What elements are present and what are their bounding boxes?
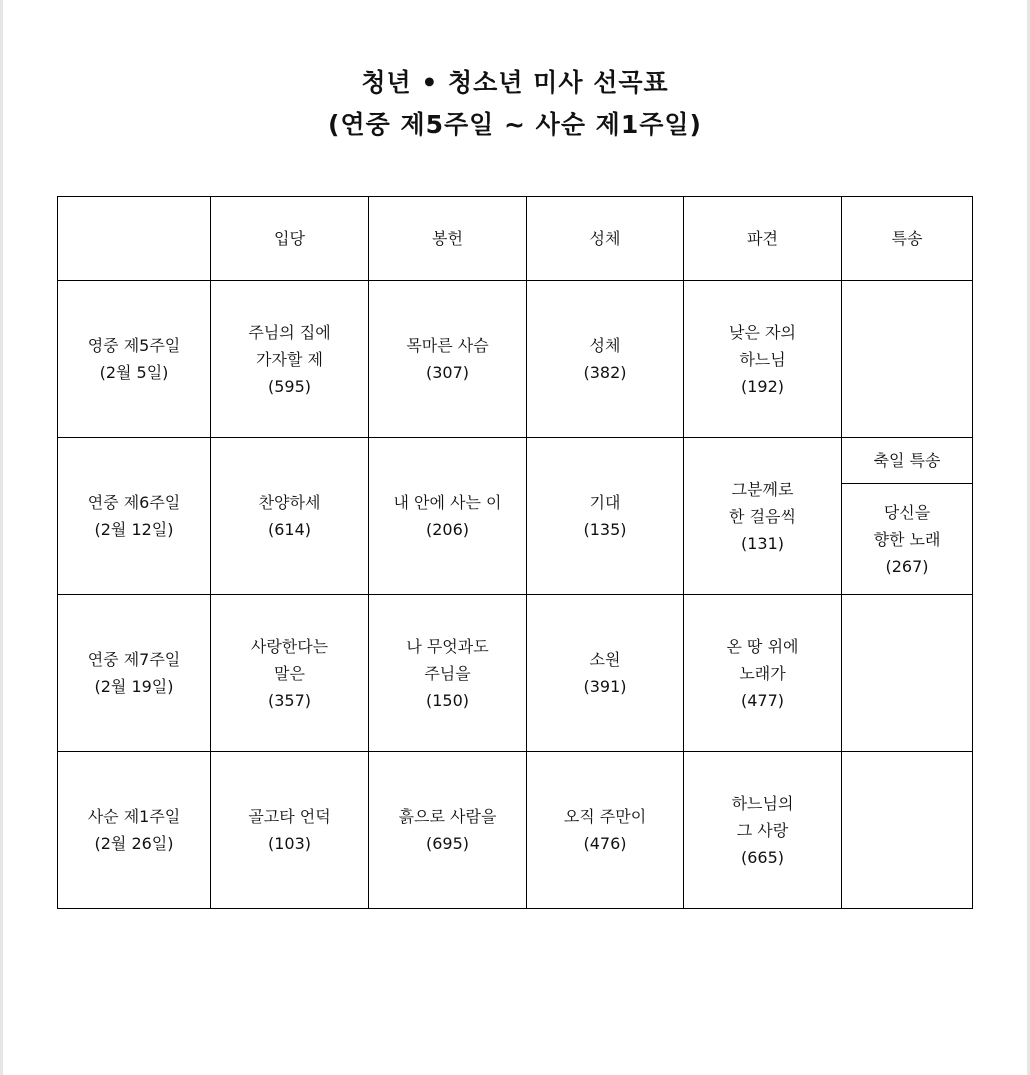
special-song-empty xyxy=(842,752,973,909)
row-week-label xyxy=(58,281,211,438)
song-number: (665) xyxy=(740,847,785,867)
song-number: (614) xyxy=(267,520,312,539)
song-line: 목마른 사슴 xyxy=(406,336,489,355)
song-line: 내 안에 사는 이 xyxy=(393,493,502,512)
song-line: 그 사랑 xyxy=(736,820,789,840)
song-line: 하느님 xyxy=(739,349,786,369)
entrance-song xyxy=(211,752,369,909)
dismissal-song xyxy=(684,438,842,595)
dismissal-song xyxy=(684,281,842,438)
special-song xyxy=(842,484,973,595)
table-row xyxy=(58,752,973,909)
week-date: (2월 19일) xyxy=(94,677,174,696)
week-date: (2월 12일) xyxy=(94,520,174,539)
entrance-song xyxy=(211,281,369,438)
song-line: 하느님의 xyxy=(731,793,794,813)
song-line: 오직 주만이 xyxy=(563,807,647,826)
song-line: 온 땅 위에 xyxy=(726,636,799,656)
song-line: 성체 xyxy=(589,336,621,355)
week-name: 연중 제7주일 xyxy=(87,650,181,669)
entrance-song xyxy=(211,438,369,595)
offertory-song xyxy=(369,752,527,909)
special-song-header: 축일 특송 xyxy=(842,438,973,484)
song-line: 향한 노래 xyxy=(873,529,941,549)
song-line: 말은 xyxy=(274,663,305,683)
song-line: 당신을 xyxy=(883,502,931,522)
song-number: (357) xyxy=(267,690,312,710)
table-row xyxy=(58,438,973,484)
song-number: (206) xyxy=(425,520,470,539)
document-title xyxy=(0,62,1030,146)
offertory-song xyxy=(369,281,527,438)
song-number: (695) xyxy=(425,834,470,853)
song-number: (103) xyxy=(267,834,312,853)
offertory-song xyxy=(369,595,527,752)
song-line: 노래가 xyxy=(739,663,786,683)
week-date: (2월 26일) xyxy=(94,834,174,853)
table-row xyxy=(58,595,973,752)
column-header-communion: 성체 xyxy=(527,197,684,281)
song-number: (382) xyxy=(583,363,627,382)
title-line-1: 청년 • 청소년 미사 선곡표 xyxy=(361,68,669,97)
table-row xyxy=(58,281,973,438)
song-line: 흙으로 사람을 xyxy=(398,807,497,826)
song-number: (307) xyxy=(425,363,470,382)
column-header-special: 특송 xyxy=(842,197,973,281)
song-number: (131) xyxy=(740,533,785,553)
song-line: 주님을 xyxy=(424,663,471,683)
song-schedule-table xyxy=(57,196,973,909)
song-line: 골고타 언덕 xyxy=(248,807,331,826)
week-name: 사순 제1주일 xyxy=(87,807,181,826)
row-week-label xyxy=(58,752,211,909)
communion-song xyxy=(527,281,684,438)
song-line: 주님의 집에 xyxy=(248,322,331,342)
special-song-empty xyxy=(842,281,973,438)
special-song-empty xyxy=(842,595,973,752)
column-header-blank xyxy=(58,197,211,281)
row-week-label xyxy=(58,438,211,595)
communion-song xyxy=(527,595,684,752)
song-line: 찬양하세 xyxy=(258,493,321,512)
week-date: (2월 5일) xyxy=(99,363,169,382)
song-line: 그분께로 xyxy=(731,479,794,499)
song-line: 한 걸음씩 xyxy=(729,506,796,526)
song-line: 사랑한다는 xyxy=(250,636,329,656)
song-number: (150) xyxy=(425,690,470,710)
song-line: 가자할 제 xyxy=(256,349,323,369)
communion-song xyxy=(527,438,684,595)
entrance-song xyxy=(211,595,369,752)
song-number: (135) xyxy=(583,520,627,539)
title-line-2: (연중 제5주일 ~ 사순 제1주일) xyxy=(328,110,702,139)
song-line: 기대 xyxy=(589,493,621,512)
song-number: (595) xyxy=(267,376,312,396)
song-line: 소원 xyxy=(589,650,621,669)
column-header-entrance: 입당 xyxy=(211,197,369,281)
row-week-label xyxy=(58,595,211,752)
header-row xyxy=(58,197,973,281)
song-number: (477) xyxy=(740,690,785,710)
dismissal-song xyxy=(684,752,842,909)
song-line: 낮은 자의 xyxy=(729,322,796,342)
communion-song xyxy=(527,752,684,909)
song-number: (476) xyxy=(583,834,627,853)
dismissal-song xyxy=(684,595,842,752)
week-name: 연중 제6주일 xyxy=(87,493,181,512)
song-number: (391) xyxy=(583,677,627,696)
column-header-dismissal: 파견 xyxy=(684,197,842,281)
offertory-song xyxy=(369,438,527,595)
week-name: 영중 제5주일 xyxy=(87,336,181,355)
column-header-offertory: 봉헌 xyxy=(369,197,527,281)
song-number: (192) xyxy=(740,376,785,396)
song-number: (267) xyxy=(885,556,929,576)
song-line: 나 무엇과도 xyxy=(406,636,489,656)
